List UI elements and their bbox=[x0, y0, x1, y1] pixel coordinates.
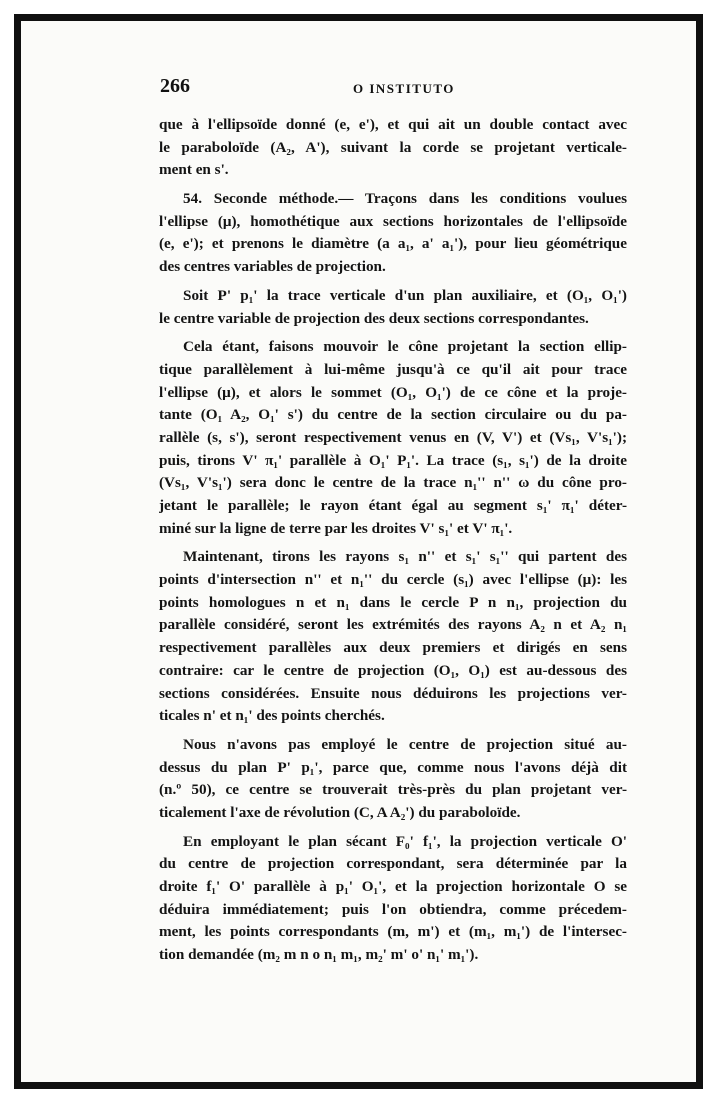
text-line: ticales n' et n₁' des points cherchés. bbox=[159, 707, 385, 725]
text-line: tion demandée (m₂ m n o n₁ m₁, m₂' m' o' n₁' m₁'). bbox=[159, 946, 479, 964]
text-line: ment, les points correspondants (m, m') et (m₁, m₁') de l'intersec- bbox=[159, 923, 627, 941]
page-header bbox=[158, 75, 628, 99]
text-line: le centre variable de projection des deux sections correspondantes. bbox=[159, 309, 589, 327]
text-line: l'ellipse (μ), et alors le sommet (O₁, O₁') de ce cône et la proje- bbox=[159, 383, 627, 401]
text-line: des centres variables de projection. bbox=[159, 258, 386, 276]
text-line: ment en s'. bbox=[159, 161, 229, 179]
text-line: déduira immédiatement; puis l'on obtiendra, comme précedem- bbox=[159, 900, 627, 918]
text-line: le paraboloïde (A₂, A'), suivant la corde se projetant verticale- bbox=[159, 138, 627, 156]
text-line: du centre de projection correspondant, sera déterminée par la bbox=[159, 855, 627, 873]
text-line: Soit P' p₁' la trace verticale d'un plan auxiliaire, et (O₁, O₁') bbox=[183, 286, 627, 304]
body-text bbox=[159, 114, 627, 967]
text-line: tique parallèlement à lui-même jusqu'à ce qu'il ait pour trace bbox=[159, 360, 627, 378]
text-line: points d'intersection n'' et n₁'' du cercle (s₁) avec l'ellipse (μ): les bbox=[159, 571, 627, 589]
text-line: (Vs₁, V's₁') sera donc le centre de la trace n₁'' n'' ω du cône pro- bbox=[159, 474, 627, 492]
text-line: dessus du plan P' p₁', parce que, comme nous l'avons déjà dit bbox=[159, 758, 627, 776]
text-line: tante (O₁ A₂, O₁' s') du centre de la section circulaire ou du pa- bbox=[159, 406, 627, 424]
section-heading-line: 54. Seconde méthode.— Traçons dans les conditions voulues bbox=[183, 190, 627, 208]
text-line: rallèle (s, s'), seront respectivement venus en (V, V') et (Vs₁, V's₁'); bbox=[159, 428, 627, 446]
text-line: miné sur la ligne de terre par les droites V' s₁' et V' π₁'. bbox=[159, 519, 513, 537]
text-line: Cela étant, faisons mouvoir le cône projetant la section ellip- bbox=[183, 338, 627, 356]
text-line: (e, e'); et prenons le diamètre (a a₁, a' a₁'), pour lieu géométrique bbox=[159, 235, 627, 253]
text-line: ticalement l'axe de révolution (C, A A₂') du paraboloïde. bbox=[159, 803, 521, 821]
text-line: que à l'ellipsoïde donné (e, e'), et qui ait un double contact avec bbox=[159, 116, 627, 133]
text-line: parallèle considéré, seront les extrémités des rayons A₂ n et A₂ n₁ bbox=[159, 616, 627, 634]
text-line: l'ellipse (μ), homothétique aux sections horizontales de l'ellipsoïde bbox=[159, 212, 627, 230]
text-line: sections considérées. Ensuite nous déduirons les projections ver- bbox=[159, 684, 627, 702]
text-line: contraire: car le centre de projection (O₁, O₁) est au-dessous des bbox=[159, 661, 627, 679]
text-line: (n.º 50), ce centre se trouverait très-près du plan projetant ver- bbox=[159, 781, 627, 799]
running-head: O INSTITUTO bbox=[353, 81, 455, 96]
page-number: 266 bbox=[160, 75, 190, 97]
text-line: droite f₁' O' parallèle à p₁' O₁', et la projection horizontale O se bbox=[159, 878, 627, 895]
text-line: puis, tirons V' π₁' parallèle à O₁' P₁'. La trace (s₁, s₁') de la droite bbox=[159, 451, 627, 469]
text-line: jetant le parallèle; le rayon étant égal au segment s₁' π₁' déter- bbox=[159, 497, 627, 514]
text-line: points homologues n et n₁ dans le cercle P n n₁, projection du bbox=[159, 593, 627, 611]
text-line: respectivement parallèles aux deux premiers et dirigés en sens bbox=[159, 639, 627, 657]
text-line: Maintenant, tirons les rayons s₁ n'' et s₁' s₁'' qui partent des bbox=[183, 548, 627, 566]
text-line: En employant le plan sécant F₀' f₁', la projection verticale O' bbox=[183, 832, 627, 850]
text-line: Nous n'avons pas employé le centre de projection situé au- bbox=[183, 735, 627, 753]
